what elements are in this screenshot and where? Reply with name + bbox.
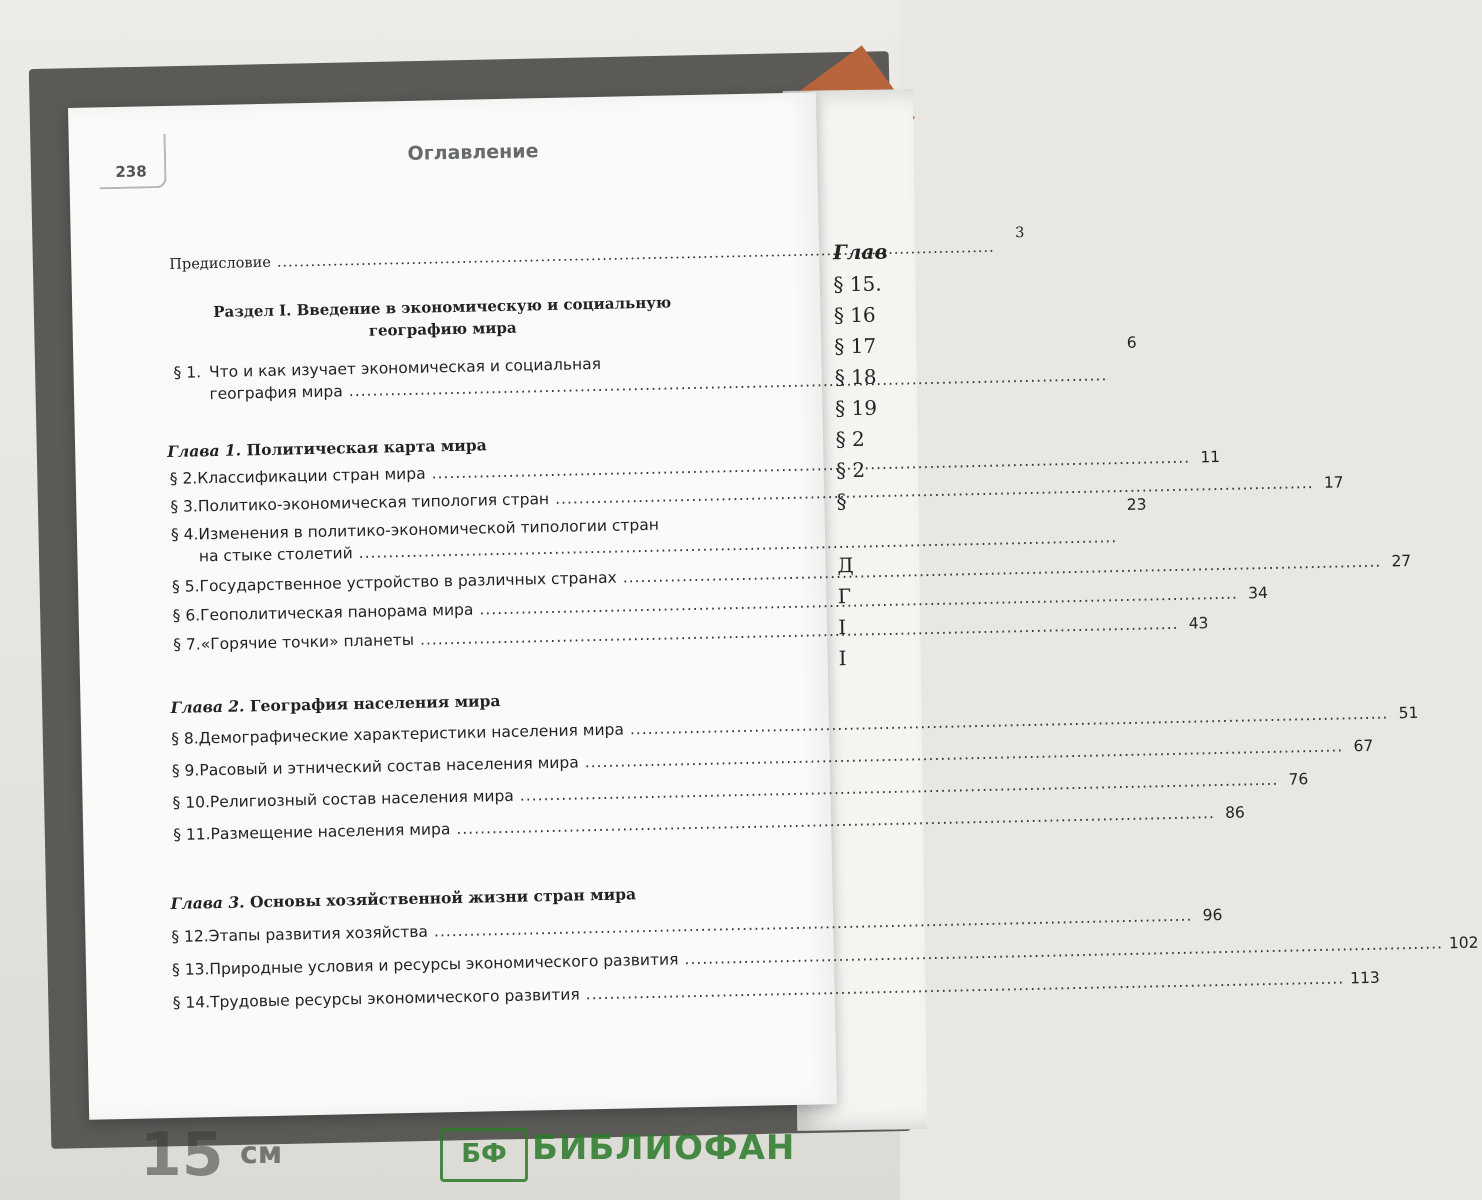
toc-entry[interactable]: [172, 968, 1380, 1014]
toc-entry-page: 34: [1247, 583, 1269, 603]
chapter-label: Глава 1.: [167, 440, 242, 461]
toc-entry-title: Этапы развития хозяйства: [208, 922, 429, 946]
toc-entry-page: 17: [1323, 473, 1344, 492]
chapter-title: Политическая карта мира: [246, 435, 487, 460]
chapter-title: География населения мира: [249, 691, 501, 716]
page-number: 238: [115, 162, 147, 182]
toc-entry-page: 6: [1126, 333, 1137, 352]
facing-fragment: § 16: [833, 302, 876, 328]
toc-entry-page: 43: [1188, 614, 1209, 633]
facing-fragment: § 17: [834, 333, 877, 359]
watermark-unit: см: [240, 1136, 283, 1171]
chapter-heading[interactable]: [167, 435, 487, 461]
toc-entry-section: § 4.: [170, 525, 199, 544]
chapter-title: Основы хозяйственной жизни стран мира: [249, 884, 637, 912]
chapter-heading[interactable]: [170, 691, 500, 717]
toc-entry-section: § 10.: [172, 793, 211, 812]
leader-dots: [585, 967, 1344, 1005]
toc-entry-title: Государственное устройство в различных странах: [199, 568, 617, 596]
toc-entry-title: Что и как изучает экономическая и социальная: [208, 354, 602, 382]
toc-entry-section: § 11.: [173, 825, 211, 844]
toc-entry-section: § 6.: [172, 606, 201, 625]
toc-entry-section: § 1.: [173, 363, 202, 382]
section-heading: [162, 290, 723, 346]
toc-entry-section: § 13.: [171, 960, 210, 980]
toc-entry-section: § 3.: [170, 497, 199, 516]
toc-entry-section: § 2.: [169, 469, 198, 488]
leader-dots: [434, 905, 1193, 943]
section-heading-line: географию мира: [368, 318, 517, 340]
toc-entry-section: § 12.: [171, 927, 209, 947]
toc-entry-page: 96: [1202, 906, 1223, 925]
facing-fragment: § 2: [835, 457, 866, 483]
toc-entry-page: 113: [1349, 968, 1380, 988]
facing-fragment: § 2: [835, 426, 865, 452]
toc-entry-section: § 8.: [171, 729, 199, 748]
toc-entry-title: география мира: [209, 382, 343, 404]
leader-dots: [630, 702, 1389, 740]
leader-dots: [584, 735, 1343, 773]
toc-entry-page: 102: [1448, 933, 1479, 953]
toc-entry-page: 23: [1126, 495, 1147, 514]
leader-dots: [684, 932, 1443, 970]
toc-entry-title: Трудовые ресурсы экономического развития: [209, 985, 580, 1012]
toc-entry[interactable]: [173, 803, 1246, 846]
watermark-logo-icon: БФ: [440, 1128, 528, 1182]
chapter-label: Глава 3.: [170, 892, 245, 914]
toc-entry-section: § 14.: [172, 993, 211, 1013]
toc-entry-title: Расовый и этнический состав населения мира: [199, 753, 579, 780]
facing-fragment: I: [838, 615, 847, 640]
toc-entry-title: Предисловие: [169, 254, 272, 273]
facing-fragment: § 19: [835, 395, 878, 421]
chapter-heading[interactable]: [170, 884, 636, 913]
toc-entry-page: 86: [1224, 803, 1246, 822]
toc-entry[interactable]: [171, 906, 1223, 948]
facing-fragment: I: [838, 646, 847, 671]
toc-entry-title: Природные условия и ресурсы экономического развития: [209, 950, 679, 979]
page-title: Оглавление: [407, 140, 539, 165]
toc-entry[interactable]: [173, 614, 1209, 656]
watermark-name: БИБЛИОФАН: [532, 1128, 796, 1168]
facing-fragment: Г: [837, 584, 852, 609]
toc-entry-title: Изменения в политико-экономической типологии стран: [198, 515, 660, 544]
toc-entry-title: Политико-экономическая типология стран: [197, 490, 550, 516]
toc-entry-section: § 9.: [171, 761, 200, 780]
toc-entry-title: Религиозный состав населения мира: [209, 786, 515, 812]
toc-entry-page: 27: [1391, 551, 1412, 571]
facing-fragment: Д: [837, 553, 854, 578]
toc-entry-page: 67: [1353, 736, 1374, 756]
facing-fragment: § 18: [834, 364, 877, 390]
facing-fragment: Глав: [832, 239, 888, 265]
toc-entry-title: Геополитическая панорама мира: [199, 600, 474, 625]
toc-entry-title-block: [209, 342, 1114, 405]
toc-entry-title: Классификации стран мира: [197, 464, 426, 488]
facing-fragment: §: [836, 489, 847, 514]
toc-entry-page: 76: [1288, 770, 1309, 789]
section-heading-line: Раздел I. Введение в экономическую и социальную: [213, 293, 672, 322]
facing-fragment: § 15.: [833, 271, 882, 297]
watermark-size: 15: [140, 1120, 224, 1190]
toc-entry-page: 3: [1014, 225, 1025, 242]
toc-entry-page: 51: [1398, 703, 1419, 723]
watermark-strip: [100, 1110, 860, 1200]
toc-entry-title: на стыке столетий: [198, 544, 353, 566]
toc-entry-title: «Горячие точки» планеты: [200, 630, 415, 654]
chapter-label: Глава 2.: [170, 696, 245, 717]
toc-entry-section: § 7.: [173, 635, 201, 654]
toc-entry-page: 11: [1200, 447, 1221, 467]
toc-entry-section: § 5.: [171, 577, 200, 596]
toc-entry-title: Размещение населения мира: [210, 820, 451, 844]
toc-entry-title: Демографические характеристики населения мира: [198, 720, 625, 748]
